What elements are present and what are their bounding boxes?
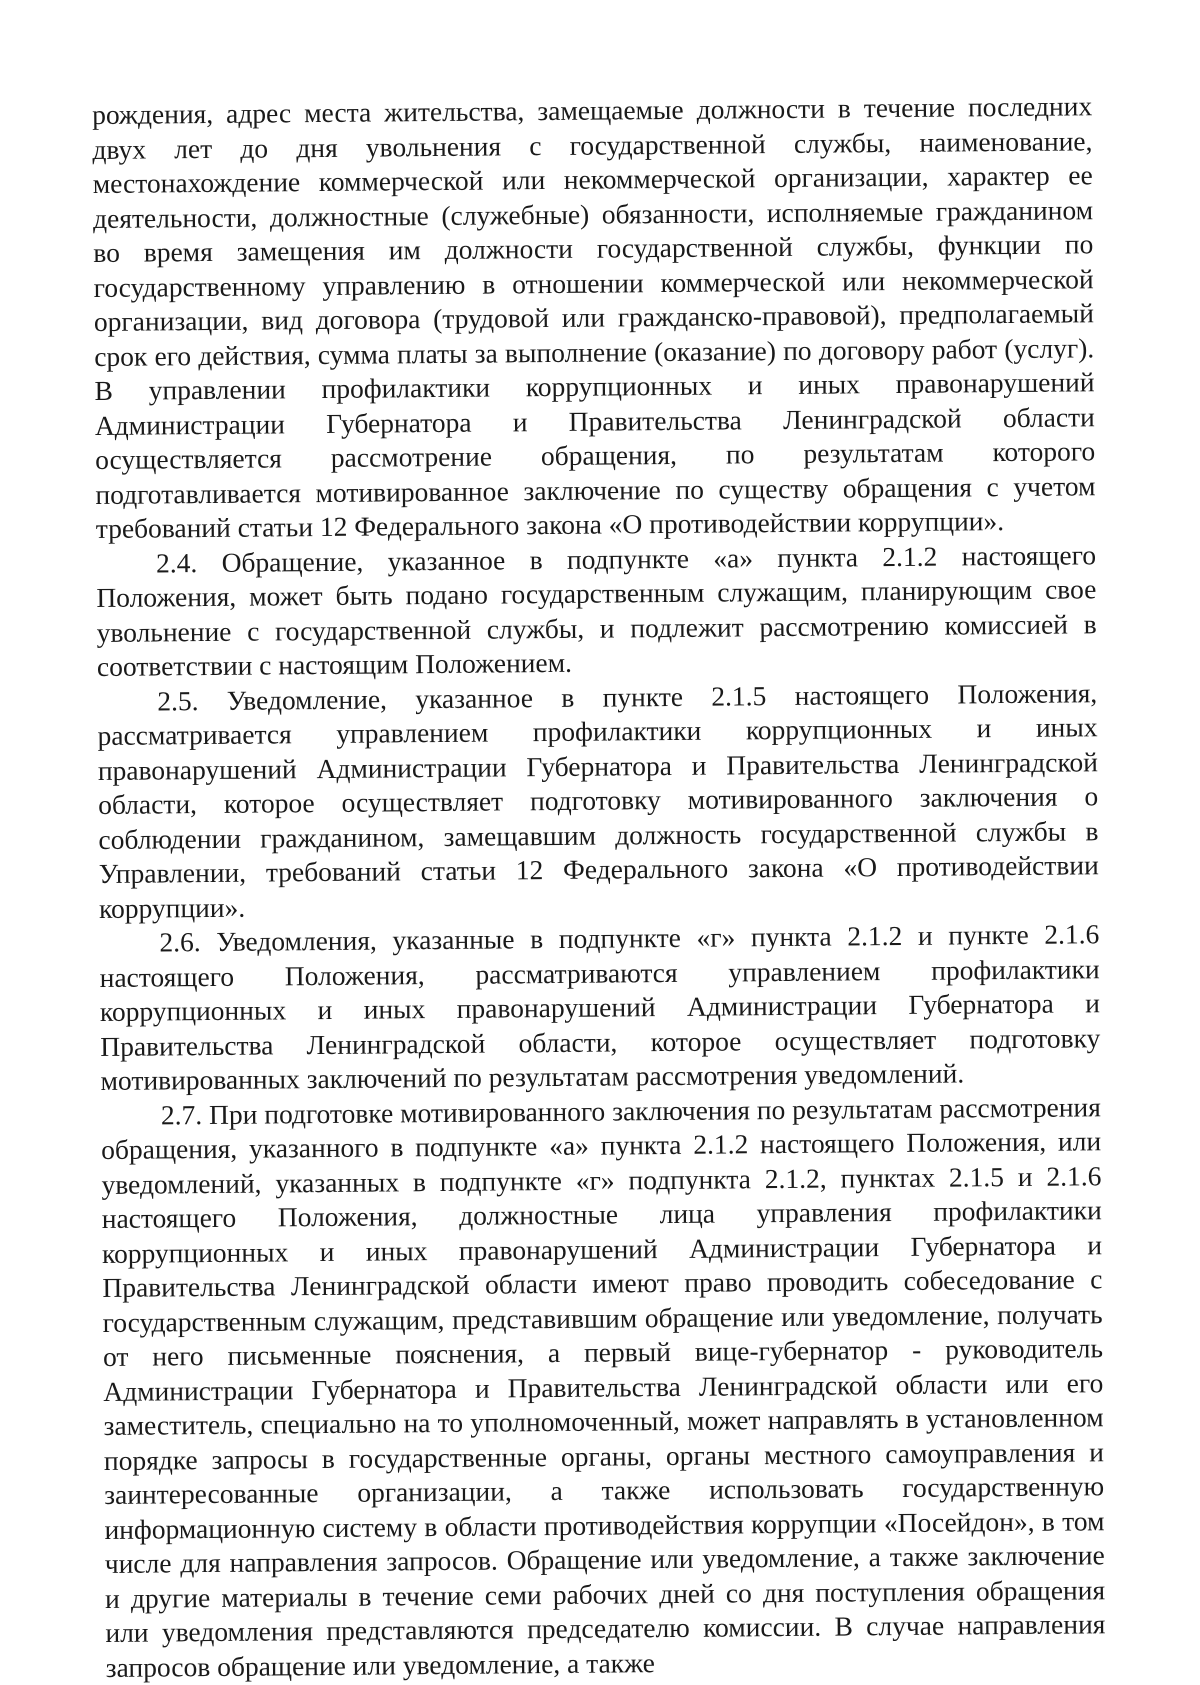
paragraph-2-6: 2.6. Уведомления, указанные в подпункте «г» пункта 2.1.2 и пункте 2.1.6 настоящего Положения, рассматриваются управлением профилактики коррупционных и иных правонарушений Администрации Губернатора и Правительства Ленинградской области, которое осуществляет подготовку мотивированных заключений по результатам рассмотрения уведомлений. [99,918,1101,1096]
paragraph-continuation: рождения, адрес места жительства, замещаемые должности в течение последних двух лет до дня увольнения с государственной службы, наименование, местонахождение коммерческой или некоммерческой организации, характер ее деятельности, должностные (служебные) обязанности, исполняемые гражданином во время замещения им должности государственной службы, функции по государственному управлению в отношении коммерческой или некоммерческой организации, вид договора (трудовой или гражданско-правовой), предполагаемый срок его действия, сумма платы за выполнение (оказание) по договору работ (услуг). В управлении профилактики коррупционных и иных правонарушений Администрации Губернатора и Правительства Ленинградской области осуществляется рассмотрение обращения, по результатам которого подготавливается мотивированное заключение по существу обращения с учетом требований статьи 12 Федерального закона «О противодействии коррупции». [92,90,1096,544]
document-body [92,89,1106,1685]
paragraph-2-7: 2.7. При подготовке мотивированного заключения по результатам рассмотрения обращения, указанного в подпункте «а» пункта 2.1.2 настоящего Положения, или уведомлений, указанных в подпункте «г» подпункта 2.1.2, пунктах 2.1.5 и 2.1.6 настоящего Положения, должностные лица управления профилактики коррупционных и иных правонарушений Администрации Губернатора и Правительства Ленинградской области имеют право проводить собеседование с государственным служащим, представившим обращение или уведомление, получать от него письменные пояснения, а первый вице-губернатор - руководитель Администрации Губернатора и Правительства Ленинградской области или его заместитель, специально на то уполномоченный, может направлять в установленном порядке запросы в государственные органы, органы местного самоуправления и заинтересованные организации, а также использовать государственную информационную систему в области противодействия коррупции «Посейдон», в том числе для направления запросов. Обращение или уведомление, а также заключение и другие материалы в течение семи рабочих дней со дня поступления обращения или уведомления представляются председателю комиссии. В случае направления запросов обращение или уведомление, а также [101,1090,1106,1683]
paragraph-2-5: 2.5. Уведомление, указанное в пункте 2.1.5 настоящего Положения, рассматривается управлением профилактики коррупционных и иных правонарушений Администрации Губернатора и Правительства Ленинградской области, которое осуществляет подготовку мотивированного заключения о соблюдении гражданином, замещавшим должность государственной службы в Управлении, требований статьи 12 Федерального закона «О противодействии коррупции». [97,676,1099,924]
paragraph-2-4: 2.4. Обращение, указанное в подпункте «а» пункта 2.1.2 настоящего Положения, может быть подано государственным служащим, планирующим свое увольнение с государственной службы, и подлежит рассмотрению комиссией в соответствии с настоящим Положением. [96,538,1097,682]
